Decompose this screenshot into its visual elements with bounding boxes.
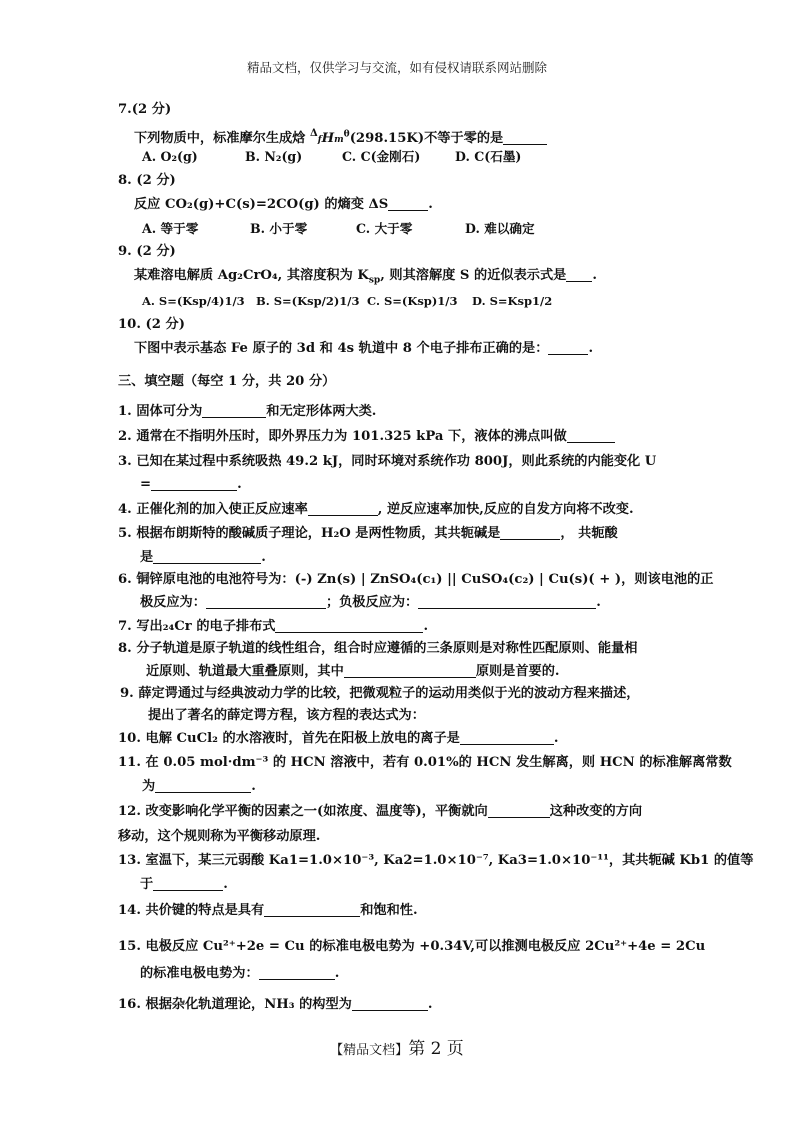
q10-heading: 10. (2 分) <box>118 317 185 332</box>
fill-15-cont: 的标准电极电势为： . <box>140 966 340 981</box>
q9-stem-b: , 则其溶解度 S 的近似表示式是 <box>380 268 567 283</box>
fill-6-c: ；负极反应为： <box>325 595 419 610</box>
q7-sym-theta: θ <box>343 129 350 140</box>
fill-13-b: 于 <box>140 877 154 892</box>
fill-2-a: 2. 通常在不指明外压时，即外界压力为 101.325 kPa 下，液体的沸点叫做 <box>118 429 567 444</box>
fill-14-a: 14. 共价键的特点是具有 <box>118 903 265 918</box>
q9-stem-sub: sp <box>368 275 381 286</box>
fill-4-blank[interactable] <box>308 501 378 516</box>
q8-option-a: A. 等于零 <box>142 221 199 236</box>
fill-9-a: 9. 薛定谔通过与经典波动力学的比较，把微观粒子的运动用类似于光的波动方程来描述， <box>120 686 640 701</box>
q9-stem-text: 某难溶电解质 Ag₂CrO₄, 其溶度积为 K <box>134 268 369 283</box>
fill-10-a: 10. 电解 CuCl₂ 的水溶液时，首先在阳极上放电的离子是 <box>118 731 460 746</box>
q9-option-c: C. S=(Ksp)1/3 <box>367 294 458 308</box>
fill-4 <box>118 501 634 519</box>
fill-3-blank[interactable] <box>151 476 237 491</box>
fill-6-blank-2[interactable] <box>418 594 596 609</box>
fill-5-cont: 是 . <box>140 550 266 565</box>
fill-8-b: 近原则、轨道最大重叠原则，其中 <box>146 664 344 679</box>
fill-12 <box>118 803 642 821</box>
fill-8-a: 8. 分子轨道是原子轨道的线性组合，组合时应遵循的三条原则是对称性匹配原则、能量相 <box>118 641 638 656</box>
fill-7: 7. 写出₂₄Cr 的电子排布式 . <box>118 619 429 634</box>
q9-option-a: A. S=(Ksp/4)1/3 <box>142 294 245 308</box>
fill-14-blank[interactable] <box>264 902 360 917</box>
fill-8-c: 原则是首要的. <box>475 664 560 679</box>
page-footer <box>0 1034 794 1059</box>
q9-option-d: D. S=Ksp1/2 <box>472 294 553 308</box>
q10-answer-blank[interactable] <box>548 340 588 355</box>
q7-option-b: B. N₂(g) <box>245 149 303 164</box>
q7-option-a: A. O₂(g) <box>142 149 198 164</box>
q10-stem: 下图中表示基态 Fe 原子的 3d 和 4s 轨道中 8 个电子排布正确的是： . <box>134 341 594 356</box>
fill-14 <box>118 902 418 920</box>
fill-12-a: 12. 改变影响化学平衡的因素之一(如浓度、温度等)，平衡就向 <box>118 804 488 819</box>
fill-8-cont <box>146 663 560 681</box>
q7-answer-blank[interactable] <box>503 130 547 145</box>
fill-6 <box>118 571 713 589</box>
fill-12-blank[interactable] <box>488 803 550 818</box>
fill-1-blank[interactable] <box>202 403 266 418</box>
fill-9-b: 提出了著名的薛定谔方程，该方程的表达式为： <box>148 708 425 723</box>
fill-11-b: 为 <box>142 779 156 794</box>
fill-2 <box>118 428 615 446</box>
fill-10: 10. 电解 CuCl₂ 的水溶液时，首先在阳极上放电的离子是 . <box>118 731 559 746</box>
q8-option-b: B. 小于零 <box>250 221 308 236</box>
q7-delta: Δ <box>310 128 318 139</box>
fill-13-cont: 于 . <box>140 877 228 892</box>
fill-3 <box>118 453 656 471</box>
fill-16-a: 16. 根据杂化轨道理论，NH₃ 的构型为 <box>118 997 352 1012</box>
fill-15 <box>118 938 705 956</box>
q7-stem <box>134 125 547 149</box>
q9-answer-blank[interactable] <box>566 267 592 282</box>
fill-12-b: 这种改变的方向 <box>549 804 643 819</box>
fill-11-blank[interactable] <box>155 778 251 793</box>
fill-6-cont: 极反应为： ；负极反应为： . <box>140 595 601 610</box>
page-header: 精品文档，仅供学习与交流，如有侵权请联系网站删除 <box>246 60 547 75</box>
fill-4-a: 4. 正催化剂的加入使正反应速率 <box>118 502 308 517</box>
fill-5 <box>118 525 618 543</box>
section-3-title: 三、填空题（每空 1 分，共 20 分） <box>118 374 336 389</box>
fill-11-cont: 为 . <box>142 779 256 794</box>
q8-option-c: C. 大于零 <box>356 221 413 236</box>
q7-sym-m: m <box>334 135 344 145</box>
fill-9-cont <box>148 707 425 725</box>
fill-3-a: 3. 已知在某过程中系统吸热 49.2 kJ，同时环境对系统作功 800J，则此系统的内能变化 U <box>118 454 657 469</box>
footer-page-number: 第 2 页 <box>408 1039 464 1059</box>
fill-5-blank-1[interactable] <box>500 525 560 540</box>
q8-answer-blank[interactable] <box>388 196 428 211</box>
q7-stem-a: 下列物质中，标准摩尔生成焓 <box>134 131 311 146</box>
fill-1-b: 和无定形体两大类. <box>266 404 377 419</box>
fill-16: 16. 根据杂化轨道理论，NH₃ 的构型为 . <box>118 997 433 1012</box>
fill-5-b: ， 共轭酸 <box>560 526 618 541</box>
fill-12-c: 移动，这个规则称为平衡移动原理. <box>118 829 321 844</box>
fill-13-blank[interactable] <box>153 876 223 891</box>
fill-9 <box>120 685 639 703</box>
fill-8 <box>118 640 637 658</box>
q8-stem-text: 反应 CO₂(g)+C(s)=2CO(g) 的熵变 ΔS <box>134 197 389 212</box>
fill-6-blank-1[interactable] <box>206 594 326 609</box>
fill-6-a: 6. 铜锌原电池的电池符号为：(-) Zn(s) | ZnSO₄(c₁) || CuSO₄(c₂) | Cu(s)( + )，则该电池的正 <box>118 572 714 587</box>
fill-13 <box>118 852 753 870</box>
q7-sym-f: f <box>317 135 322 145</box>
fill-1 <box>118 403 376 421</box>
fill-3-b: = <box>140 477 152 492</box>
fill-13-a: 13. 室温下，某三元弱酸 Ka1=1.0×10⁻³, Ka2=1.0×10⁻⁷, Ka3=1.0×10⁻¹¹，其共轭碱 Kb1 的值等 <box>118 853 754 868</box>
q7-stem-b: (298.15K)不等于零的是 <box>349 131 504 146</box>
fill-1-a: 1. 固体可分为 <box>118 404 203 419</box>
fill-2-blank[interactable] <box>567 428 615 443</box>
fill-5-c: 是 <box>140 550 154 565</box>
q7-option-d: D. C(石墨) <box>455 149 522 164</box>
fill-16-blank[interactable] <box>352 996 428 1011</box>
fill-15-a: 15. 电极反应 Cu²⁺+2e = Cu 的标准电极电势为 +0.34V,可以推测电极反应 2Cu²⁺+4e = 2Cu <box>118 939 706 954</box>
fill-14-b: 和饱和性. <box>360 903 418 918</box>
q7-sym-h: H <box>321 131 335 146</box>
fill-12-cont <box>118 828 320 846</box>
q8-stem: 反应 CO₂(g)+C(s)=2CO(g) 的熵变 ΔS . <box>134 197 433 212</box>
fill-7-blank[interactable] <box>275 618 423 633</box>
fill-5-a: 5. 根据布朗斯特的酸碱质子理论，H₂O 是两性物质，其共轭碱是 <box>118 526 501 541</box>
q8-heading: 8. (2 分) <box>118 173 176 188</box>
fill-3-cont: = . <box>140 477 242 492</box>
q7-heading: 7.(2 分) <box>118 102 172 117</box>
fill-10-blank[interactable] <box>460 730 554 745</box>
fill-7-a: 7. 写出₂₄Cr 的电子排布式 <box>118 619 276 634</box>
fill-15-b: 的标准电极电势为： <box>140 966 259 981</box>
q10-stem-text: 下图中表示基态 Fe 原子的 3d 和 4s 轨道中 8 个电子排布正确的是： <box>134 341 549 356</box>
q9-stem: 某难溶电解质 Ag₂CrO₄, 其溶度积为 $K_{sp}$, 则其溶解度 S 的近似表示式是 . <box>134 268 597 286</box>
fill-5-blank-2[interactable] <box>153 549 261 564</box>
fill-6-b: 极反应为： <box>140 595 206 610</box>
footer-badge: 【精品文档】 <box>330 1043 409 1058</box>
fill-4-b: , 逆反应速率加快,反应的自发方向将不改变. <box>377 502 634 517</box>
fill-11 <box>118 754 732 772</box>
fill-8-blank[interactable] <box>344 663 476 678</box>
q7-option-c: C. C(金刚石) <box>342 149 421 164</box>
q9-heading: 9. (2 分) <box>118 244 176 259</box>
fill-11-a: 11. 在 0.05 mol·dm⁻³ 的 HCN 溶液中，若有 0.01%的 HCN 发生解离，则 HCN 的标准解离常数 <box>118 755 732 770</box>
q8-option-d: D. 难以确定 <box>465 221 535 236</box>
q9-option-b: B. S=(Ksp/2)1/3 <box>256 294 360 308</box>
fill-15-blank[interactable] <box>259 965 335 980</box>
